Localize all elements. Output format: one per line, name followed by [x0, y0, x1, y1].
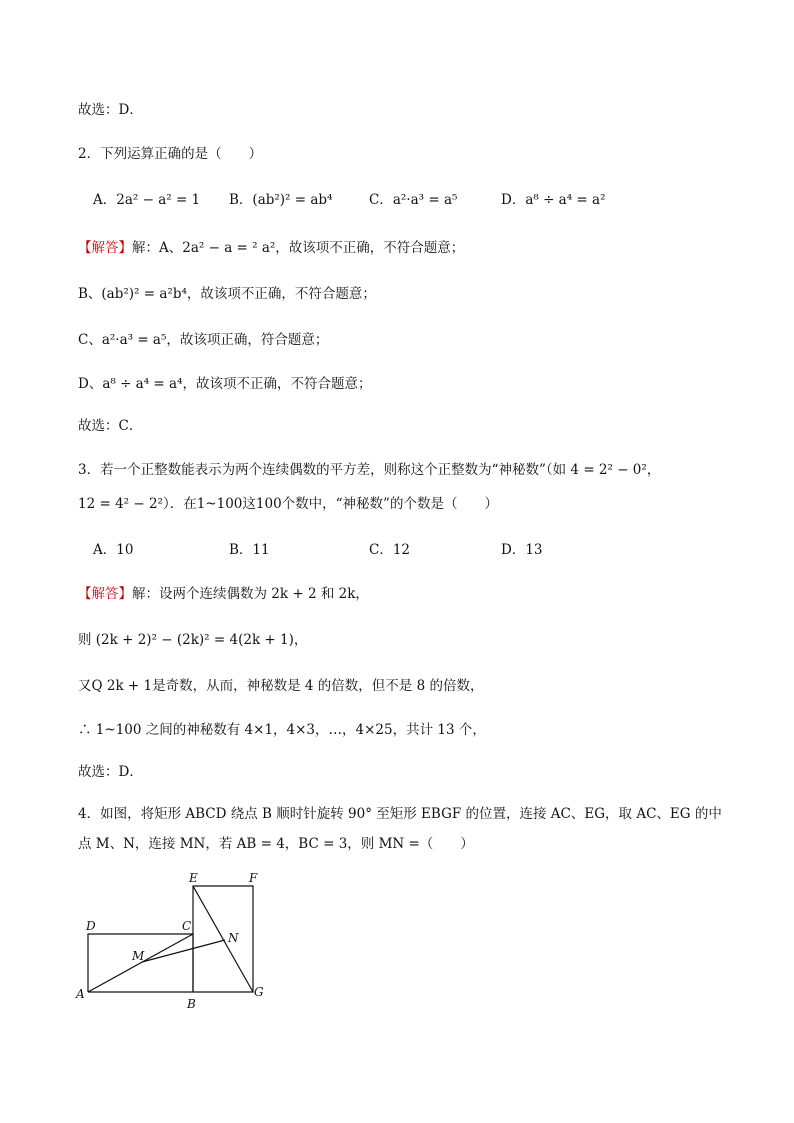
label-a: A	[76, 987, 85, 1001]
solution-tag: 【解答】	[78, 240, 132, 256]
label-g: G	[254, 985, 264, 999]
q2-solution-line-2: B、(ab²)² = a²b⁴，故该项不正确，不符合题意；	[78, 286, 376, 302]
q3-option-c: C．12	[369, 542, 411, 558]
q2-solution-line-3: C、a²·a³ = a⁵，故该项正确，符合题意；	[78, 332, 329, 348]
q2-option-c: C．a²·a³ = a⁵	[369, 192, 458, 208]
q4-stem-line-2: 点 M、N，连接 MN，若 AB = 4，BC = 3，则 MN =（ ）	[78, 836, 474, 852]
q2-stem: 2．下列运算正确的是（ ）	[78, 146, 263, 162]
q2-option-d: D．a⁸ ÷ a⁴ = a²	[501, 192, 606, 208]
q3-option-a: A．10	[93, 542, 134, 558]
segment-eg	[193, 886, 253, 992]
q2-option-a: A．2a² − a² = 1	[93, 192, 201, 208]
q4-stem-line-1: 4．如图，将矩形 ABCD 绕点 B 顺时针旋转 90° 至矩形 EBGF 的位置，连接 AC、EG，取 AC、EG 的中	[78, 806, 722, 822]
q3-solution-line-2: 则 (2k + 2)² − (2k)² = 4(2k + 1)，	[78, 632, 308, 648]
q4-geometry-figure	[70, 868, 290, 1018]
label-e: E	[189, 871, 198, 885]
q3-answer: 故选：D．	[78, 764, 143, 780]
label-f: F	[249, 871, 258, 885]
label-n: N	[228, 931, 239, 945]
label-d: D	[86, 919, 96, 933]
q2-solution-line-4: D、a⁸ ÷ a⁴ = a⁴，故该项不正确，不符合题意；	[78, 376, 372, 392]
q3-stem-line-2: 12 = 4² − 2²）．在1~100这100个数中，“神秘数”的个数是（ ）	[78, 496, 498, 512]
label-m: M	[132, 949, 145, 963]
solution-tag: 【解答】	[78, 586, 132, 602]
q3-option-d: D．13	[501, 542, 543, 558]
q3-solution-line-4: ∴ 1~100 之间的神秘数有 4×1，4×3，…，4×25，共计 13 个，	[78, 722, 486, 738]
q3-stem-line-1: 3．若一个正整数能表示为两个连续偶数的平方差，则称这个正整数为“神秘数”（如 4 = 2² − 0²，	[78, 462, 661, 478]
q3-option-b: B．11	[229, 542, 270, 558]
segment-ac	[88, 934, 193, 992]
label-b: B	[187, 997, 196, 1011]
label-c: C	[182, 919, 192, 933]
q3-solution-line-3: 又Q 2k + 1是奇数，从而，神秘数是 4 的倍数，但不是 8 的倍数，	[78, 678, 484, 694]
segment-mn	[142, 940, 225, 962]
q2-option-b: B．(ab²)² = ab⁴	[229, 192, 333, 208]
q2-answer: 故选：C．	[78, 418, 143, 434]
q1-answer: 故选：D．	[78, 102, 143, 118]
q2-solution-line-1: 【解答】解：A、2a² − a = ² a²，故该项不正确，不符合题意；	[78, 240, 465, 256]
q3-solution-line-1: 【解答】解：设两个连续偶数为 2k + 2 和 2k，	[78, 586, 369, 602]
